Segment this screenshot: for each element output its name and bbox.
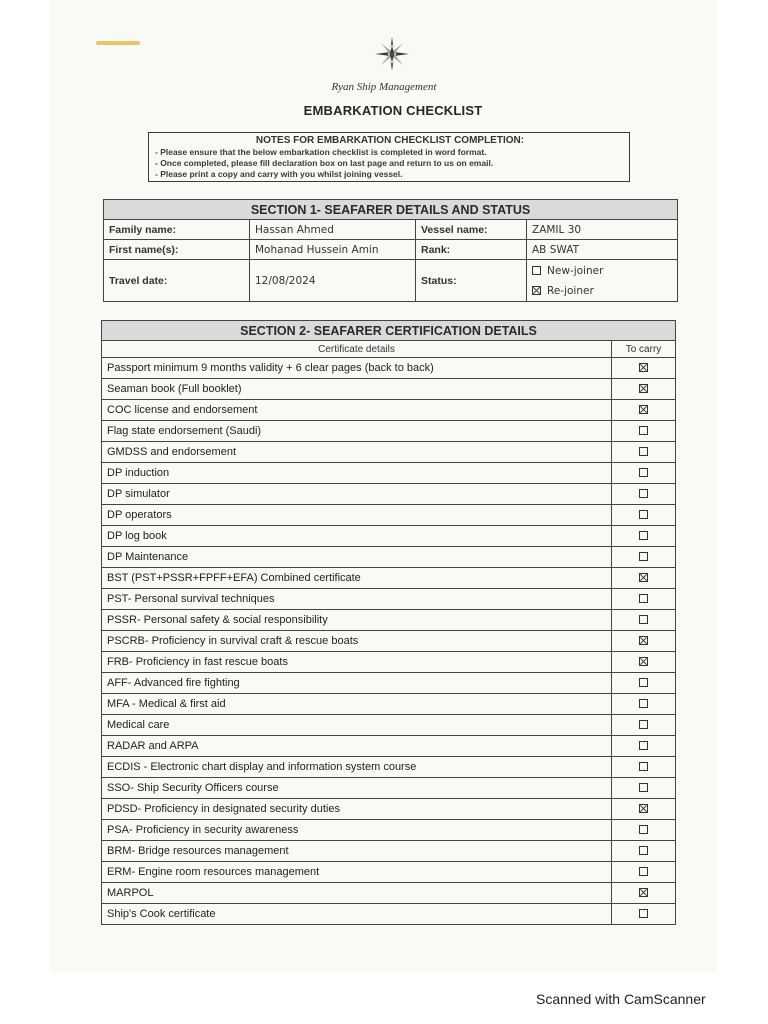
certificate-name: BRM- Bridge resources management [102,841,612,862]
page-margin [717,0,768,972]
certificate-name: PSCRB- Proficiency in survival craft & rescue boats [102,631,612,652]
certificate-name: RADAR and ARPA [102,736,612,757]
certificate-name: GMDSS and endorsement [102,442,612,463]
section1-table [103,199,678,302]
first-name-value[interactable]: Mohanad Hussein Amin [250,240,416,260]
table-row [102,904,676,925]
empty-checkbox[interactable] [639,489,648,498]
table-row [102,442,676,463]
carry-cell [612,862,676,883]
status-options [527,260,678,302]
carry-cell [612,505,676,526]
certificate-name: AFF- Advanced fire fighting [102,673,612,694]
table-row [102,379,676,400]
carry-cell [612,379,676,400]
empty-checkbox[interactable] [639,510,648,519]
carry-cell [612,400,676,421]
carry-cell [612,883,676,904]
carry-cell [612,673,676,694]
certificate-name: BST (PST+PSSR+FPFF+EFA) Combined certificate [102,568,612,589]
certificate-column-header: Certificate details [102,341,612,358]
status-option-label: Re-joiner [547,284,594,297]
table-row [102,589,676,610]
certificate-name: Flag state endorsement (Saudi) [102,421,612,442]
empty-checkbox[interactable] [639,552,648,561]
table-row [102,526,676,547]
table-row [102,652,676,673]
table-row [102,484,676,505]
certificate-name: DP induction [102,463,612,484]
empty-checkbox[interactable] [639,762,648,771]
carry-cell [612,694,676,715]
empty-checkbox[interactable] [639,699,648,708]
carry-cell [612,589,676,610]
section1-title: SECTION 1- SEAFARER DETAILS AND STATUS [104,200,678,220]
table-row [102,736,676,757]
carry-cell [612,652,676,673]
table-row [102,631,676,652]
certificate-name: MARPOL [102,883,612,904]
certificate-name: DP operators [102,505,612,526]
certificate-name: Ship's Cook certificate [102,904,612,925]
table-row [102,547,676,568]
highlighter-mark [96,41,140,45]
checked-checkbox[interactable] [639,363,648,372]
checked-checkbox[interactable] [639,888,648,897]
empty-checkbox[interactable] [639,825,648,834]
table-row [102,715,676,736]
compass-star-icon [374,36,410,72]
certificate-name: FRB- Proficiency in fast rescue boats [102,652,612,673]
carry-cell [612,757,676,778]
carry-cell [612,547,676,568]
carry-cell [612,526,676,547]
travel-date-label: Travel date: [104,260,250,302]
certificate-name: PST- Personal survival techniques [102,589,612,610]
empty-checkbox[interactable] [639,615,648,624]
certificate-name: Passport minimum 9 months validity + 6 clear pages (back to back) [102,358,612,379]
section2-table [101,320,676,925]
section2-title: SECTION 2- SEAFARER CERTIFICATION DETAILS [102,321,676,341]
family-name-label: Family name: [104,220,250,240]
empty-checkbox[interactable] [639,783,648,792]
notes-line: - Please ensure that the below embarkation checklist is completed in word format. [155,147,487,157]
carry-cell [612,568,676,589]
checked-checkbox[interactable] [639,657,648,666]
status-option-re-joiner[interactable] [532,281,672,301]
notes-title: NOTES FOR EMBARKATION CHECKLIST COMPLETION: [255,135,525,146]
company-name: Ryan Ship Management [331,81,437,93]
travel-date-value[interactable]: 12/08/2024 [250,260,416,302]
checked-checkbox[interactable] [639,405,648,414]
table-row [102,799,676,820]
carry-cell [612,715,676,736]
certificate-name: Seaman book (Full booklet) [102,379,612,400]
checkbox[interactable] [532,286,541,295]
carry-column-header: To carry [612,341,676,358]
notes-line: - Please print a copy and carry with you whilst joining vessel. [155,169,403,179]
checked-checkbox[interactable] [639,384,648,393]
vessel-name-label: Vessel name: [416,220,527,240]
certificate-name: COC license and endorsement [102,400,612,421]
empty-checkbox[interactable] [639,447,648,456]
carry-cell [612,358,676,379]
notes-line: - Once completed, please fill declaration box on last page and return to us on email. [155,158,494,168]
carry-cell [612,463,676,484]
vessel-name-value[interactable]: ZAMIL 30 [527,220,678,240]
document-title: EMBARKATION CHECKLIST [303,103,483,118]
table-row [102,505,676,526]
status-label: Status: [416,260,527,302]
checkbox[interactable] [532,266,541,275]
empty-checkbox[interactable] [639,468,648,477]
empty-checkbox[interactable] [639,867,648,876]
carry-cell [612,610,676,631]
table-row [102,820,676,841]
table-row [102,400,676,421]
carry-cell [612,778,676,799]
status-option-label: New-joiner [547,264,604,277]
table-row [102,694,676,715]
empty-checkbox[interactable] [639,594,648,603]
empty-checkbox[interactable] [639,426,648,435]
certificate-name: PSSR- Personal safety & social responsibility [102,610,612,631]
table-row [102,568,676,589]
empty-checkbox[interactable] [639,846,648,855]
carry-cell [612,820,676,841]
table-row [102,778,676,799]
status-option-new-joiner[interactable] [532,261,672,281]
table-row [102,883,676,904]
table-row [102,673,676,694]
checked-checkbox[interactable] [639,636,648,645]
certificate-name: MFA - Medical & first aid [102,694,612,715]
certificate-name: ECDIS - Electronic chart display and information system course [102,757,612,778]
notes-box [148,132,630,182]
empty-checkbox[interactable] [639,909,648,918]
table-row [102,757,676,778]
certificate-name: DP Maintenance [102,547,612,568]
checked-checkbox[interactable] [639,573,648,582]
carry-cell [612,904,676,925]
carry-cell [612,841,676,862]
carry-cell [612,484,676,505]
table-row [102,862,676,883]
table-row [102,463,676,484]
family-name-value[interactable]: Hassan Ahmed [250,220,416,240]
carry-cell [612,799,676,820]
carry-cell [612,631,676,652]
certificate-name: PDSD- Proficiency in designated security duties [102,799,612,820]
certificate-name: DP simulator [102,484,612,505]
table-row [102,421,676,442]
certificate-name: SSO- Ship Security Officers course [102,778,612,799]
certificate-name: ERM- Engine room resources management [102,862,612,883]
certificate-name: PSA- Proficiency in security awareness [102,820,612,841]
empty-checkbox[interactable] [639,678,648,687]
table-row [102,358,676,379]
rank-value[interactable]: AB SWAT [527,240,678,260]
carry-cell [612,421,676,442]
certificate-name: DP log book [102,526,612,547]
first-name-label: First name(s): [104,240,250,260]
empty-checkbox[interactable] [639,720,648,729]
table-row [102,841,676,862]
certificate-name: Medical care [102,715,612,736]
rank-label: Rank: [416,240,527,260]
checked-checkbox[interactable] [639,804,648,813]
carry-cell [612,736,676,757]
table-row [102,610,676,631]
scanner-watermark: Scanned with CamScanner [536,991,706,1007]
carry-cell [612,442,676,463]
empty-checkbox[interactable] [639,531,648,540]
empty-checkbox[interactable] [639,741,648,750]
